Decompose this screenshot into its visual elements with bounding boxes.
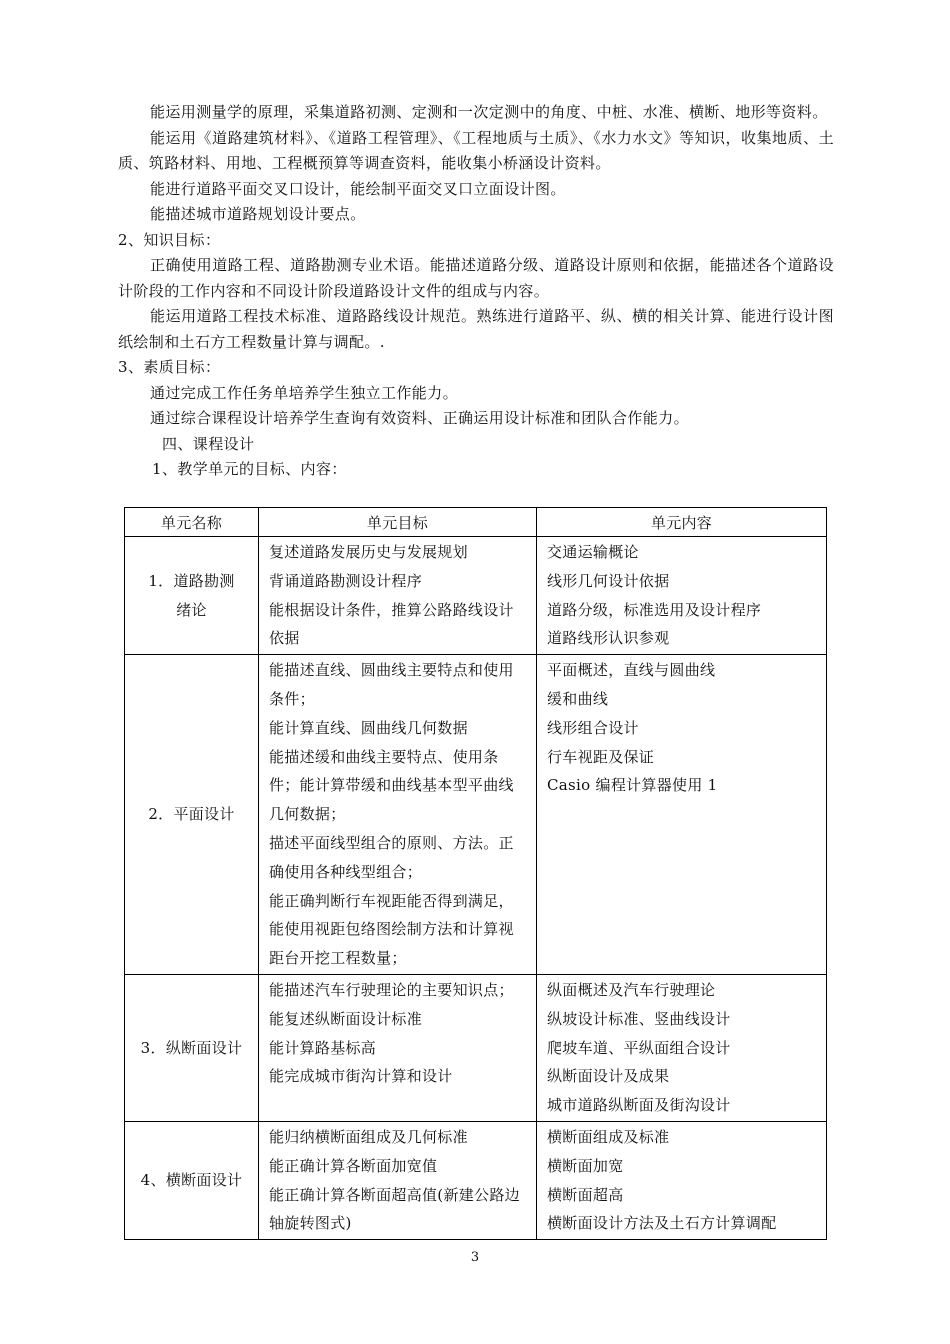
content-item: 道路分级，标准选用及设计程序 xyxy=(547,600,762,619)
goal-item: 能正确计算各断面超高值(新建公路边轴旋转图式) xyxy=(269,1185,520,1233)
content-item: 纵断面设计及成果 xyxy=(547,1067,670,1086)
goal-item: 能描述汽车行驶理论的主要知识点； xyxy=(269,980,514,999)
unit-name: 4、横断面设计 xyxy=(140,1171,243,1190)
paragraph: 能进行道路平面交叉口设计，能绘制平面交叉口立面设计图。 xyxy=(150,179,566,198)
content-item: Casio 编程计算器使用 1 xyxy=(547,776,718,795)
header-unit-content: 单元内容 xyxy=(537,508,827,537)
unit-goal-cell xyxy=(259,1121,537,1239)
goal-item: 描述平面线型组合的原则、方法。正确使用各种线型组合； xyxy=(269,833,514,881)
goal-item: 能完成城市街沟计算和设计 xyxy=(269,1067,453,1086)
unit-content-cell xyxy=(537,974,827,1121)
goal-item: 能正确计算各断面加宽值 xyxy=(269,1156,438,1175)
content-item: 爬坡车道、平纵面组合设计 xyxy=(547,1038,731,1057)
table-header-row xyxy=(125,508,827,537)
goal-item: 能正确判断行车视距能否得到满足，能使用视距包络图绘制方法和计算视距台开挖工程数量； xyxy=(269,891,514,968)
goal-item: 能根据设计条件，推算公路路线设计依据 xyxy=(269,600,514,648)
unit-content-cell xyxy=(537,537,827,655)
paragraph: 能运用《道路建筑材料》、《道路工程管理》、《工程地质与土质》、《水力水文》等知识，收集地质、土质、筑路材料、用地、工程概预算等调查资料，能收集小桥涵设计资料。 xyxy=(118,128,834,172)
content-item: 交通运输概论 xyxy=(547,543,639,561)
header-unit-name: 单元名称 xyxy=(125,508,259,537)
page-number: 3 xyxy=(470,1250,480,1265)
content-item: 线形几何设计依据 xyxy=(547,571,670,590)
unit-content-cell xyxy=(537,655,827,975)
goal-item: 能复述纵断面设计标准 xyxy=(269,1009,423,1028)
content-item: 线形组合设计 xyxy=(547,718,639,737)
unit-name-cell xyxy=(125,655,259,975)
table-caption: 1、教学单元的目标、内容： xyxy=(152,460,347,478)
content-item: 平面概述，直线与圆曲线 xyxy=(547,661,716,680)
body-text xyxy=(118,100,834,483)
paragraph: 通过综合课程设计培养学生查询有效资料、正确运用设计标准和团队合作能力。 xyxy=(150,409,690,427)
unit-goal-cell xyxy=(259,974,537,1121)
paragraph: 能运用测量学的原理，采集道路初测、定测和一次定测中的角度、中桩、水准、横断、地形等资料。 xyxy=(150,103,828,121)
goal-item: 能描述缓和曲线主要特点、使用条件；能计算带缓和曲线基本型平曲线几何数据； xyxy=(269,747,514,824)
content-item: 纵坡设计标准、竖曲线设计 xyxy=(547,1009,731,1028)
unit-goal-cell xyxy=(259,655,537,975)
unit-content-cell xyxy=(537,1121,827,1239)
teaching-units-table xyxy=(124,507,827,1240)
content-item: 纵面概述及汽车行驶理论 xyxy=(547,980,716,999)
content-item: 横断面组成及标准 xyxy=(547,1127,670,1146)
paragraph: 正确使用道路工程、道路勘测专业术语。能描述道路分级、道路设计原则和依据，能描述各个道路设计阶段的工作内容和不同设计阶段道路设计文件的组成与内容。 xyxy=(118,256,834,300)
paragraph: 能运用道路工程技术标准、道路路线设计规范。熟练进行道路平、纵、横的相关计算、能进行设计图纸绘制和土石方工程数量计算与调配。. xyxy=(118,307,834,351)
unit-name: 2．平面设计 xyxy=(148,805,235,824)
content-item: 横断面加宽 xyxy=(547,1156,624,1175)
knowledge-heading: 2、知识目标： xyxy=(118,230,221,249)
paragraph: 能描述城市道路规划设计要点。 xyxy=(150,205,366,223)
table-row xyxy=(125,537,827,655)
header-unit-goal: 单元目标 xyxy=(259,508,537,537)
content-item: 行车视距及保证 xyxy=(547,747,655,766)
unit-name: 1．道路勘测 xyxy=(148,571,235,590)
goal-item: 能描述直线、圆曲线主要特点和使用条件； xyxy=(269,661,514,708)
table-row xyxy=(125,655,827,975)
goal-item: 复述道路发展历史与发展规划 xyxy=(269,543,468,561)
unit-name-cell xyxy=(125,1121,259,1239)
goal-item: 能计算路基标高 xyxy=(269,1038,377,1057)
paragraph: 通过完成工作任务单培养学生独立工作能力。 xyxy=(150,383,459,402)
quality-heading: 3、素质目标： xyxy=(118,358,221,376)
content-item: 缓和曲线 xyxy=(547,689,609,708)
content-item: 城市道路纵断面及街沟设计 xyxy=(547,1096,731,1115)
goal-item: 能计算直线、圆曲线几何数据 xyxy=(269,718,468,737)
goal-item: 能归纳横断面组成及几何标准 xyxy=(269,1127,468,1146)
table-row xyxy=(125,1121,827,1239)
course-design-heading: 四、课程设计 xyxy=(162,434,255,453)
unit-name: 绪论 xyxy=(176,600,207,619)
table-row xyxy=(125,974,827,1121)
unit-name-cell xyxy=(125,537,259,655)
unit-name: 3．纵断面设计 xyxy=(140,1038,243,1057)
content-item: 横断面设计方法及土石方计算调配 xyxy=(547,1214,777,1233)
content-item: 道路线形认识参观 xyxy=(547,629,670,648)
unit-goal-cell xyxy=(259,537,537,655)
content-item: 横断面超高 xyxy=(547,1185,624,1204)
unit-name-cell xyxy=(125,974,259,1121)
goal-item: 背诵道路勘测设计程序 xyxy=(269,571,423,590)
